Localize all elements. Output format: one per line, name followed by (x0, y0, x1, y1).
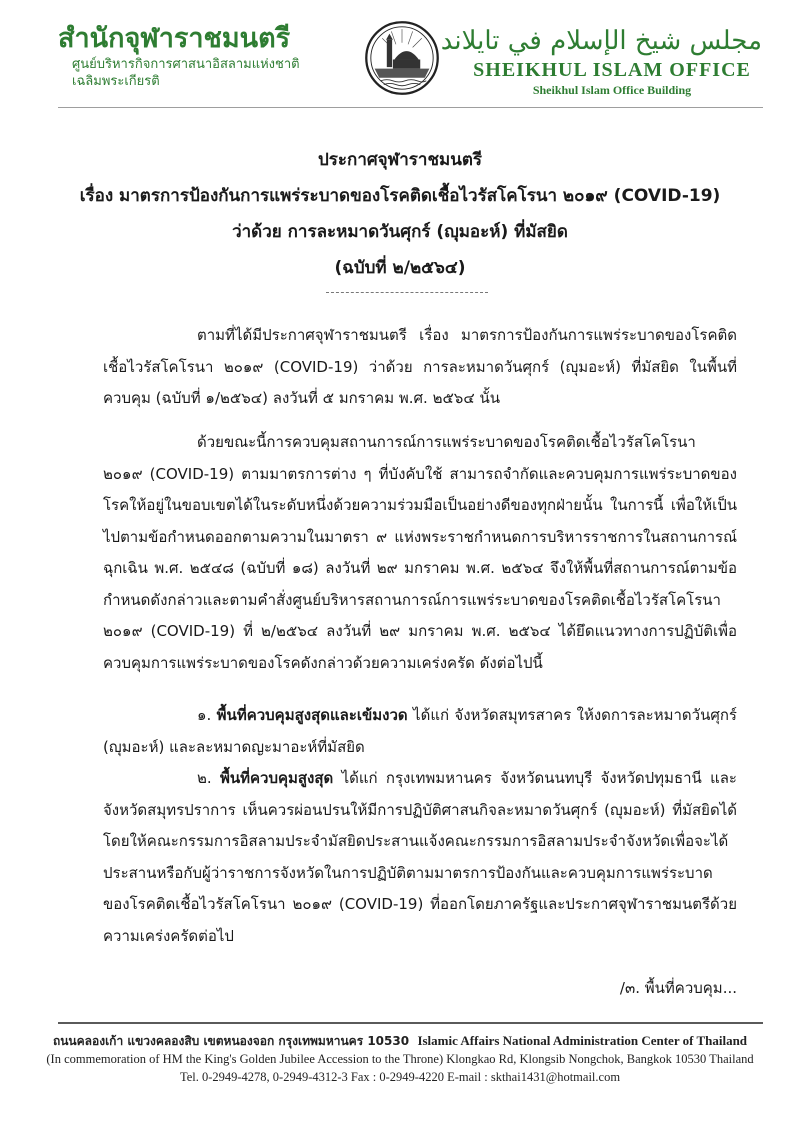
footer-address-thai: ถนนคลองเก้า แขวงคลองสิบ เขตหนองจอก กรุงเทพมหานคร 10530 (52, 1034, 410, 1048)
item-1-text: ได้แก่ จังหวัดสมุทรสาคร ให้งดการละหมาดวันศุกร์ (ญุมอะห์) และละหมาดญะมาอะห์ที่มัสยิด (103, 706, 737, 756)
announcement-title: ประกาศจุฬาราชมนตรี (317, 150, 483, 170)
office-name-arabic: مجلس شيخ الإسلام في تايلاند (440, 26, 762, 56)
list-item-2 (103, 763, 737, 952)
item-1-heading: พื้นที่ควบคุมสูงสุดและเข้มงวด (216, 706, 408, 724)
building-name-english: Sheikhul Islam Office Building (532, 83, 692, 97)
footer-contact: Tel. 0-2949-4278, 0-2949-4312-3 Fax : 0-2949-4220 E-mail : skthai1431@hotmail.com (179, 1070, 621, 1084)
center-name-thai-line2: เฉลิมพระเกียรติ (72, 74, 160, 89)
paragraph-2 (103, 427, 737, 679)
office-name-english: SHEIKHUL ISLAM OFFICE (473, 59, 751, 81)
announcement-subject: เรื่อง มาตรการป้องกันการแพร่ระบาดของโรคติดเชื้อไวรัสโคโรนา ๒๐๑๙ (COVID-19) (79, 186, 721, 206)
announcement-heading (40, 142, 760, 286)
footer-center-english: Islamic Affairs National Administration Center of Thailand (417, 1033, 748, 1048)
paragraph-1-text: ตามที่ได้มีประกาศจุฬาราชมนตรี เรื่อง มาตรการป้องกันการแพร่ระบาดของโรคติดเชื้อไวรัสโคโรนา ๒๐๑๙ (COVID-19) ว่าด้วย การละหมาดวันศุกร์ (ญุมอะห์) ที่มัสยิด ในพื้นที่ควบคุม (ฉบับที่ ๑/๒๕๖๔) ลงวันที่ ๕ มกราคม พ.ศ. ๒๕๖๔ นั้น (103, 326, 737, 407)
paragraph-1 (103, 320, 737, 415)
item-2-number: ๒. (197, 769, 212, 787)
announcement-issue-number: (ฉบับที่ ๒/๒๕๖๔) (334, 258, 466, 278)
mosque-seal-icon (364, 20, 440, 96)
letterhead-thai-block (58, 22, 358, 90)
letterhead-english-block (440, 22, 762, 98)
footer-divider (58, 1022, 763, 1024)
office-name-thai: สำนักจุฬาราชมนตรี (58, 23, 291, 54)
center-name-thai-line1: ศูนย์บริหารกิจการศาสนาอิสลามแห่งชาติ (72, 57, 300, 72)
footer-address-line (40, 1032, 760, 1050)
footer (40, 1032, 760, 1086)
heading-divider (326, 292, 488, 293)
footer-address-english: (In commemoration of HM the King's Golden Jubilee Accession to the Throne) Klongkao Rd, Klongsib Nongchok, Bangkok 10530 Thailand (46, 1052, 754, 1066)
item-2-text: ได้แก่ กรุงเทพมหานคร จังหวัดนนทบุรี จังหวัดปทุมธานี และจังหวัดสมุทรปราการ เห็นควรผ่อนปรนให้มีการปฏิบัติศาสนกิจละหมาดวันศุกร์ (ญุมอะห์) ที่มัสยิดได้ โดยให้คณะกรรมการอิสลามประจำมัสยิดประสานแจ้งคณะกรรมการอิสลามประจำจังหวัดเพื่อจะได้ประสานหรือกับผู้ว่าราชการจังหวัดในการปฏิบัติตามมาตรการป้องกันและควบคุมการแพร่ระบาดของโรคติดเชื้อไวรัสโคโรนา ๒๐๑๙ (COVID-19) ที่ออกโดยภาครัฐและประกาศจุฬาราชมนตรีด้วยความเคร่งครัดต่อไป (103, 769, 737, 945)
announcement-topic: ว่าด้วย การละหมาดวันศุกร์ (ญุมอะห์) ที่มัสยิด (232, 222, 568, 242)
paragraph-2-text: ด้วยขณะนี้การควบคุมสถานการณ์การแพร่ระบาดของโรคติดเชื้อไวรัสโคโรนา ๒๐๑๙ (COVID-19) ตามมาตรการต่าง ๆ ที่บังคับใช้ สามารถจำกัดและควบคุมการแพร่ระบาดของโรคให้อยู่ในขอบเขตได้ในระดับหนึ่งด้วยความร่วมมือเป็นอย่างดีของทุกฝ่ายนั้น ในการนี้ เพื่อให้เป็นไปตามข้อกำหนดออกตามความในมาตรา ๙ แห่งพระราชกำหนดการบริหารราชการในสถานการณ์ฉุกเฉิน พ.ศ. ๒๕๔๘ (ฉบับที่ ๑๘) ลงวันที่ ๒๙ มกราคม พ.ศ. ๒๕๖๔ จึงให้พื้นที่สถานการณ์ตามข้อกำหนดดังกล่าวและตามคำสั่งศูนย์บริหารสถานการณ์การแพร่ระบาดของโรคติดเชื้อไวรัสโคโรนา ๒๐๑๙ (COVID-19) ที่ ๒/๒๕๖๔ ลงวันที่ ๒๙ มกราคม พ.ศ. ๒๕๖๔ ได้ยึดแนวทางการปฏิบัติเพื่อควบคุมการแพร่ระบาดของโรคดังกล่าวด้วยความเคร่งครัด ดังต่อไปนี้ (103, 433, 737, 672)
letterhead-divider (58, 107, 763, 108)
list-item-1 (103, 700, 737, 763)
continuation-marker: /๓. พื้นที่ควบคุม... (619, 979, 737, 997)
item-1-number: ๑. (197, 706, 212, 724)
item-2-heading: พื้นที่ควบคุมสูงสุด (219, 769, 334, 787)
